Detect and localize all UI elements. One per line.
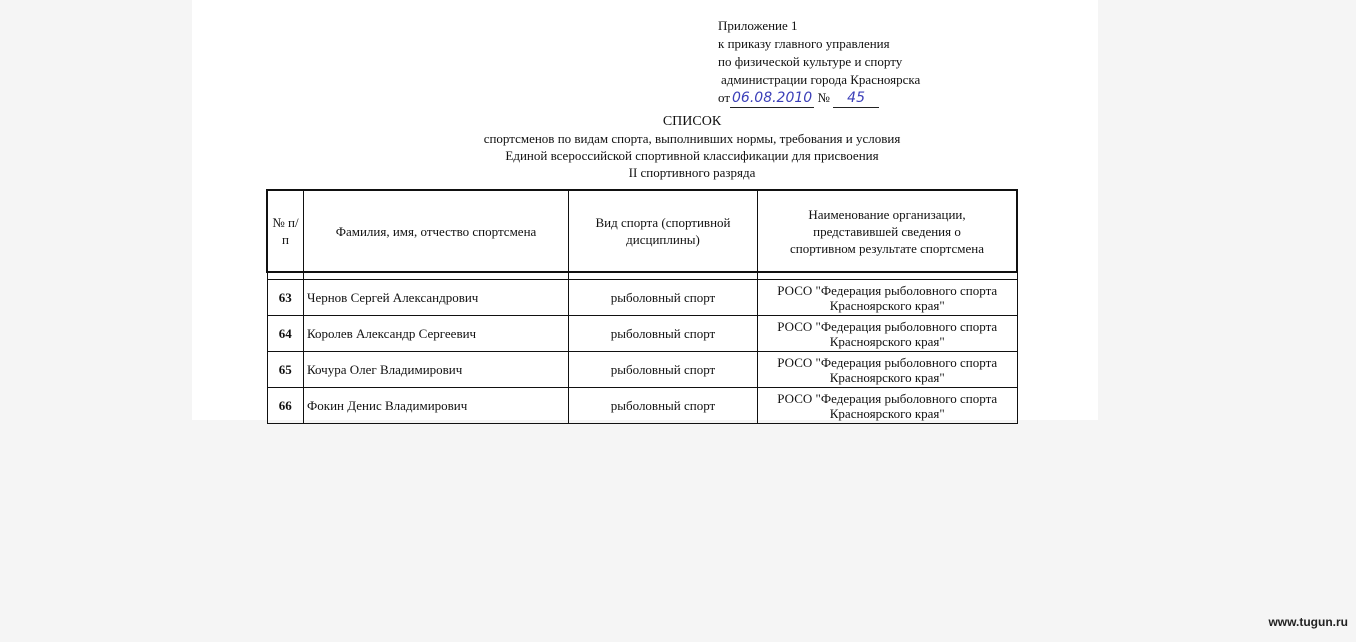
- order-date: 06.08.2010: [732, 90, 813, 106]
- table-row: [267, 388, 1017, 424]
- row-num: 66: [267, 388, 304, 424]
- row-sport: рыболовный спорт: [569, 388, 758, 424]
- title-line-1: спортсменов по видам спорта, выполнивших нормы, требования и условия: [483, 131, 901, 146]
- appendix-line-1: Приложение 1: [718, 18, 798, 33]
- table-row: [267, 280, 1017, 316]
- row-sport: рыболовный спорт: [569, 280, 758, 316]
- title-heading: СПИСОК: [662, 114, 722, 129]
- header-name: Фамилия, имя, отчество спортсмена: [304, 190, 569, 272]
- table-row: [267, 352, 1017, 388]
- appendix-line-2: к приказу главного управления: [718, 36, 890, 51]
- row-name: Кочура Олег Владимирович: [304, 352, 569, 388]
- appendix-block: [718, 17, 920, 108]
- table-row: [267, 316, 1017, 352]
- row-name: Королев Александр Сергеевич: [304, 316, 569, 352]
- row-name: Чернов Сергей Александрович: [304, 280, 569, 316]
- appendix-line-4: администрации города Красноярска: [721, 72, 921, 87]
- row-sport: рыболовный спорт: [569, 316, 758, 352]
- athletes-table: [266, 189, 1018, 424]
- title-line-2: Единой всероссийской спортивной классификации для присвоения: [505, 148, 879, 163]
- header-num: № п/п: [267, 190, 304, 272]
- header-org: Наименование организации, представившей сведения о спортивном результате спортсмена: [758, 190, 1018, 272]
- order-number: 45: [833, 89, 879, 108]
- table-header-row: [267, 190, 1017, 272]
- from-label: от: [718, 90, 731, 105]
- row-org: РОСО "Федерация рыболовного спорта Красноярского края": [758, 352, 1018, 388]
- number-label: №: [817, 90, 830, 105]
- row-num: 64: [267, 316, 304, 352]
- row-name: Фокин Денис Владимирович: [304, 388, 569, 424]
- appendix-line-3: по физической культуре и спорту: [718, 54, 903, 69]
- row-sport: рыболовный спорт: [569, 352, 758, 388]
- header-sport: Вид спорта (спортивной дисциплины): [569, 190, 758, 272]
- row-org: РОСО "Федерация рыболовного спорта Красноярского края": [758, 280, 1018, 316]
- table-gap-row: [267, 272, 1017, 280]
- row-org: РОСО "Федерация рыболовного спорта Красноярского края": [758, 316, 1018, 352]
- title-line-3: II спортивного разряда: [628, 165, 756, 180]
- document-title: [0, 113, 1356, 181]
- row-org: РОСО "Федерация рыболовного спорта Красноярского края": [758, 388, 1018, 424]
- appendix-date-line: [718, 89, 920, 108]
- row-num: 63: [267, 280, 304, 316]
- row-num: 65: [267, 352, 304, 388]
- site-watermark: www.tugun.ru: [1268, 615, 1348, 629]
